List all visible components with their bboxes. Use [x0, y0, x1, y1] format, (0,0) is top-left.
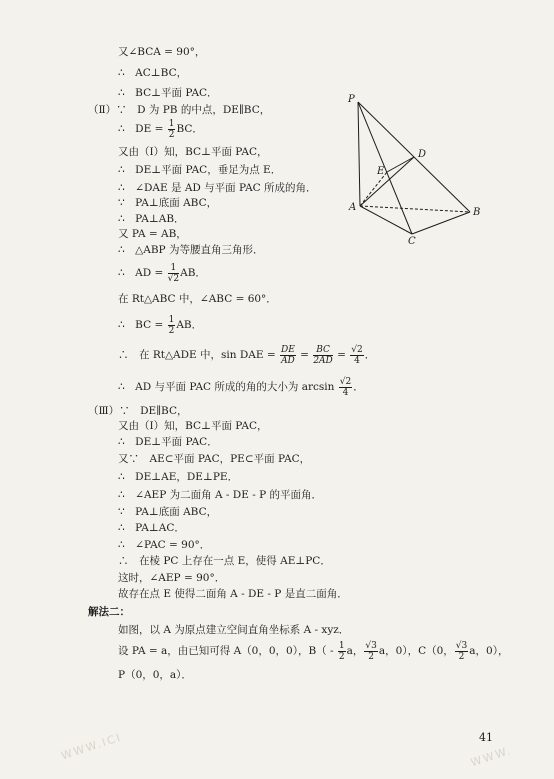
text-line: ∵ PA⊥底面 ABC，	[118, 197, 218, 209]
fraction: $\frac{√3}{2}$	[365, 640, 377, 662]
text-line: ∴ 在 Rt△ADE 中，sin DAE = $\frac{DE}{AD}$ = $\frac{BC}{2AD}$ = $\frac{√2}{4}$ ．	[118, 344, 376, 366]
text-line: 设 PA = a，由已知可得 A（0，0，0），B（ - $\frac{1}{2}$ a， $\frac{√3}{2}$ a，0），C（0， $\frac{√3}{2}$ a，0），	[118, 640, 509, 662]
text-line: 又∠BCA = 90°，	[118, 46, 206, 58]
watermark: WWW.	[469, 743, 514, 770]
fraction: $\frac{√3}{2}$	[455, 640, 468, 662]
text-line: 故存在点 E 使得二面角 A - DE - P 是直二面角．	[118, 588, 348, 600]
text-line: 又 PA = AB，	[118, 228, 187, 240]
text-line: （Ⅱ）∵ D 为 PB 的中点，DE∥BC，	[88, 104, 271, 116]
text-line: ∴ DE⊥平面 PAC．	[118, 436, 218, 448]
fraction: $\frac{1}{√2}$	[167, 262, 180, 284]
text-line: 这时，∠AEP = 90°．	[118, 572, 226, 584]
text-line: 又∵ AE⊂平面 PAC，PE⊂平面 PAC，	[118, 453, 311, 465]
vertex-label: P	[348, 94, 355, 105]
vertex-label: B	[473, 207, 481, 218]
vertex-label: C	[408, 236, 416, 247]
text-line: ∴ ∠AEP 为二面角 A - DE - P 的平面角．	[118, 489, 322, 501]
text-line: ∵ PA⊥底面 ABC，	[118, 506, 218, 518]
text-line: 在 Rt△ABC 中，∠ABC = 60°．	[118, 293, 277, 305]
text-line: ∴ AC⊥BC，	[118, 67, 188, 79]
text-line: ∴ DE⊥平面 PAC，垂足为点 E．	[118, 164, 282, 176]
text-line: ∴ PA⊥AB．	[118, 213, 185, 225]
text-line: 又由（Ⅰ）知，BC⊥平面 PAC，	[118, 420, 268, 432]
fraction: $\frac{DE}{AD}$	[281, 344, 295, 366]
text-line: 如图，以 A 为原点建立空间直角坐标系 A - xyz．	[118, 624, 350, 636]
text-line: ∴ PA⊥AC．	[118, 522, 185, 534]
text-line: ∴ BC = $\frac{1}{2}$ AB．	[118, 314, 203, 336]
text-line: （Ⅲ）∵ DE∥BC，	[88, 405, 188, 417]
fraction: $\frac{BC}{2AD}$	[313, 344, 333, 366]
text-line: ∴ DE = $\frac{1}{2}$ BC．	[118, 118, 203, 140]
text-line: ∴ AD 与平面 PAC 所成的角的大小为 arcsin $\frac{√2}{4}$ ．	[118, 376, 364, 398]
text-line: ∴ 在棱 PC 上存在一点 E，使得 AE⊥PC．	[118, 555, 331, 567]
text-line: 又由（Ⅰ）知，BC⊥平面 PAC，	[118, 146, 268, 158]
fraction: $\frac{1}{2}$	[168, 118, 175, 140]
text-line: P（0，0，a）．	[118, 669, 192, 681]
page-number: 41	[479, 731, 493, 744]
text-line: ∴ BC⊥平面 PAC．	[118, 87, 218, 99]
fraction: $\frac{√2}{4}$	[351, 344, 363, 366]
vertex-label: A	[349, 202, 357, 213]
text-line: ∴ ∠PAC = 90°．	[118, 539, 211, 551]
fraction: $\frac{1}{2}$	[168, 314, 175, 336]
section-heading: 解法二：	[88, 606, 130, 618]
watermark: WWW.ICI	[59, 730, 124, 763]
fraction: $\frac{√2}{4}$	[339, 376, 352, 398]
vertex-label: E	[377, 166, 385, 177]
text-line: ∴ △ABP 为等腰直角三角形．	[118, 244, 264, 256]
text-line: ∴ AD = $\frac{1}{√2}$ AB．	[118, 262, 206, 284]
vertex-label: D	[418, 149, 427, 160]
fraction: $\frac{1}{2}$	[338, 640, 345, 662]
text-line: ∴ DE⊥AE，DE⊥PE．	[118, 471, 239, 483]
text-line: ∴ ∠DAE 是 AD 与平面 PAC 所成的角．	[118, 182, 317, 194]
pyramid-figure	[330, 88, 490, 248]
